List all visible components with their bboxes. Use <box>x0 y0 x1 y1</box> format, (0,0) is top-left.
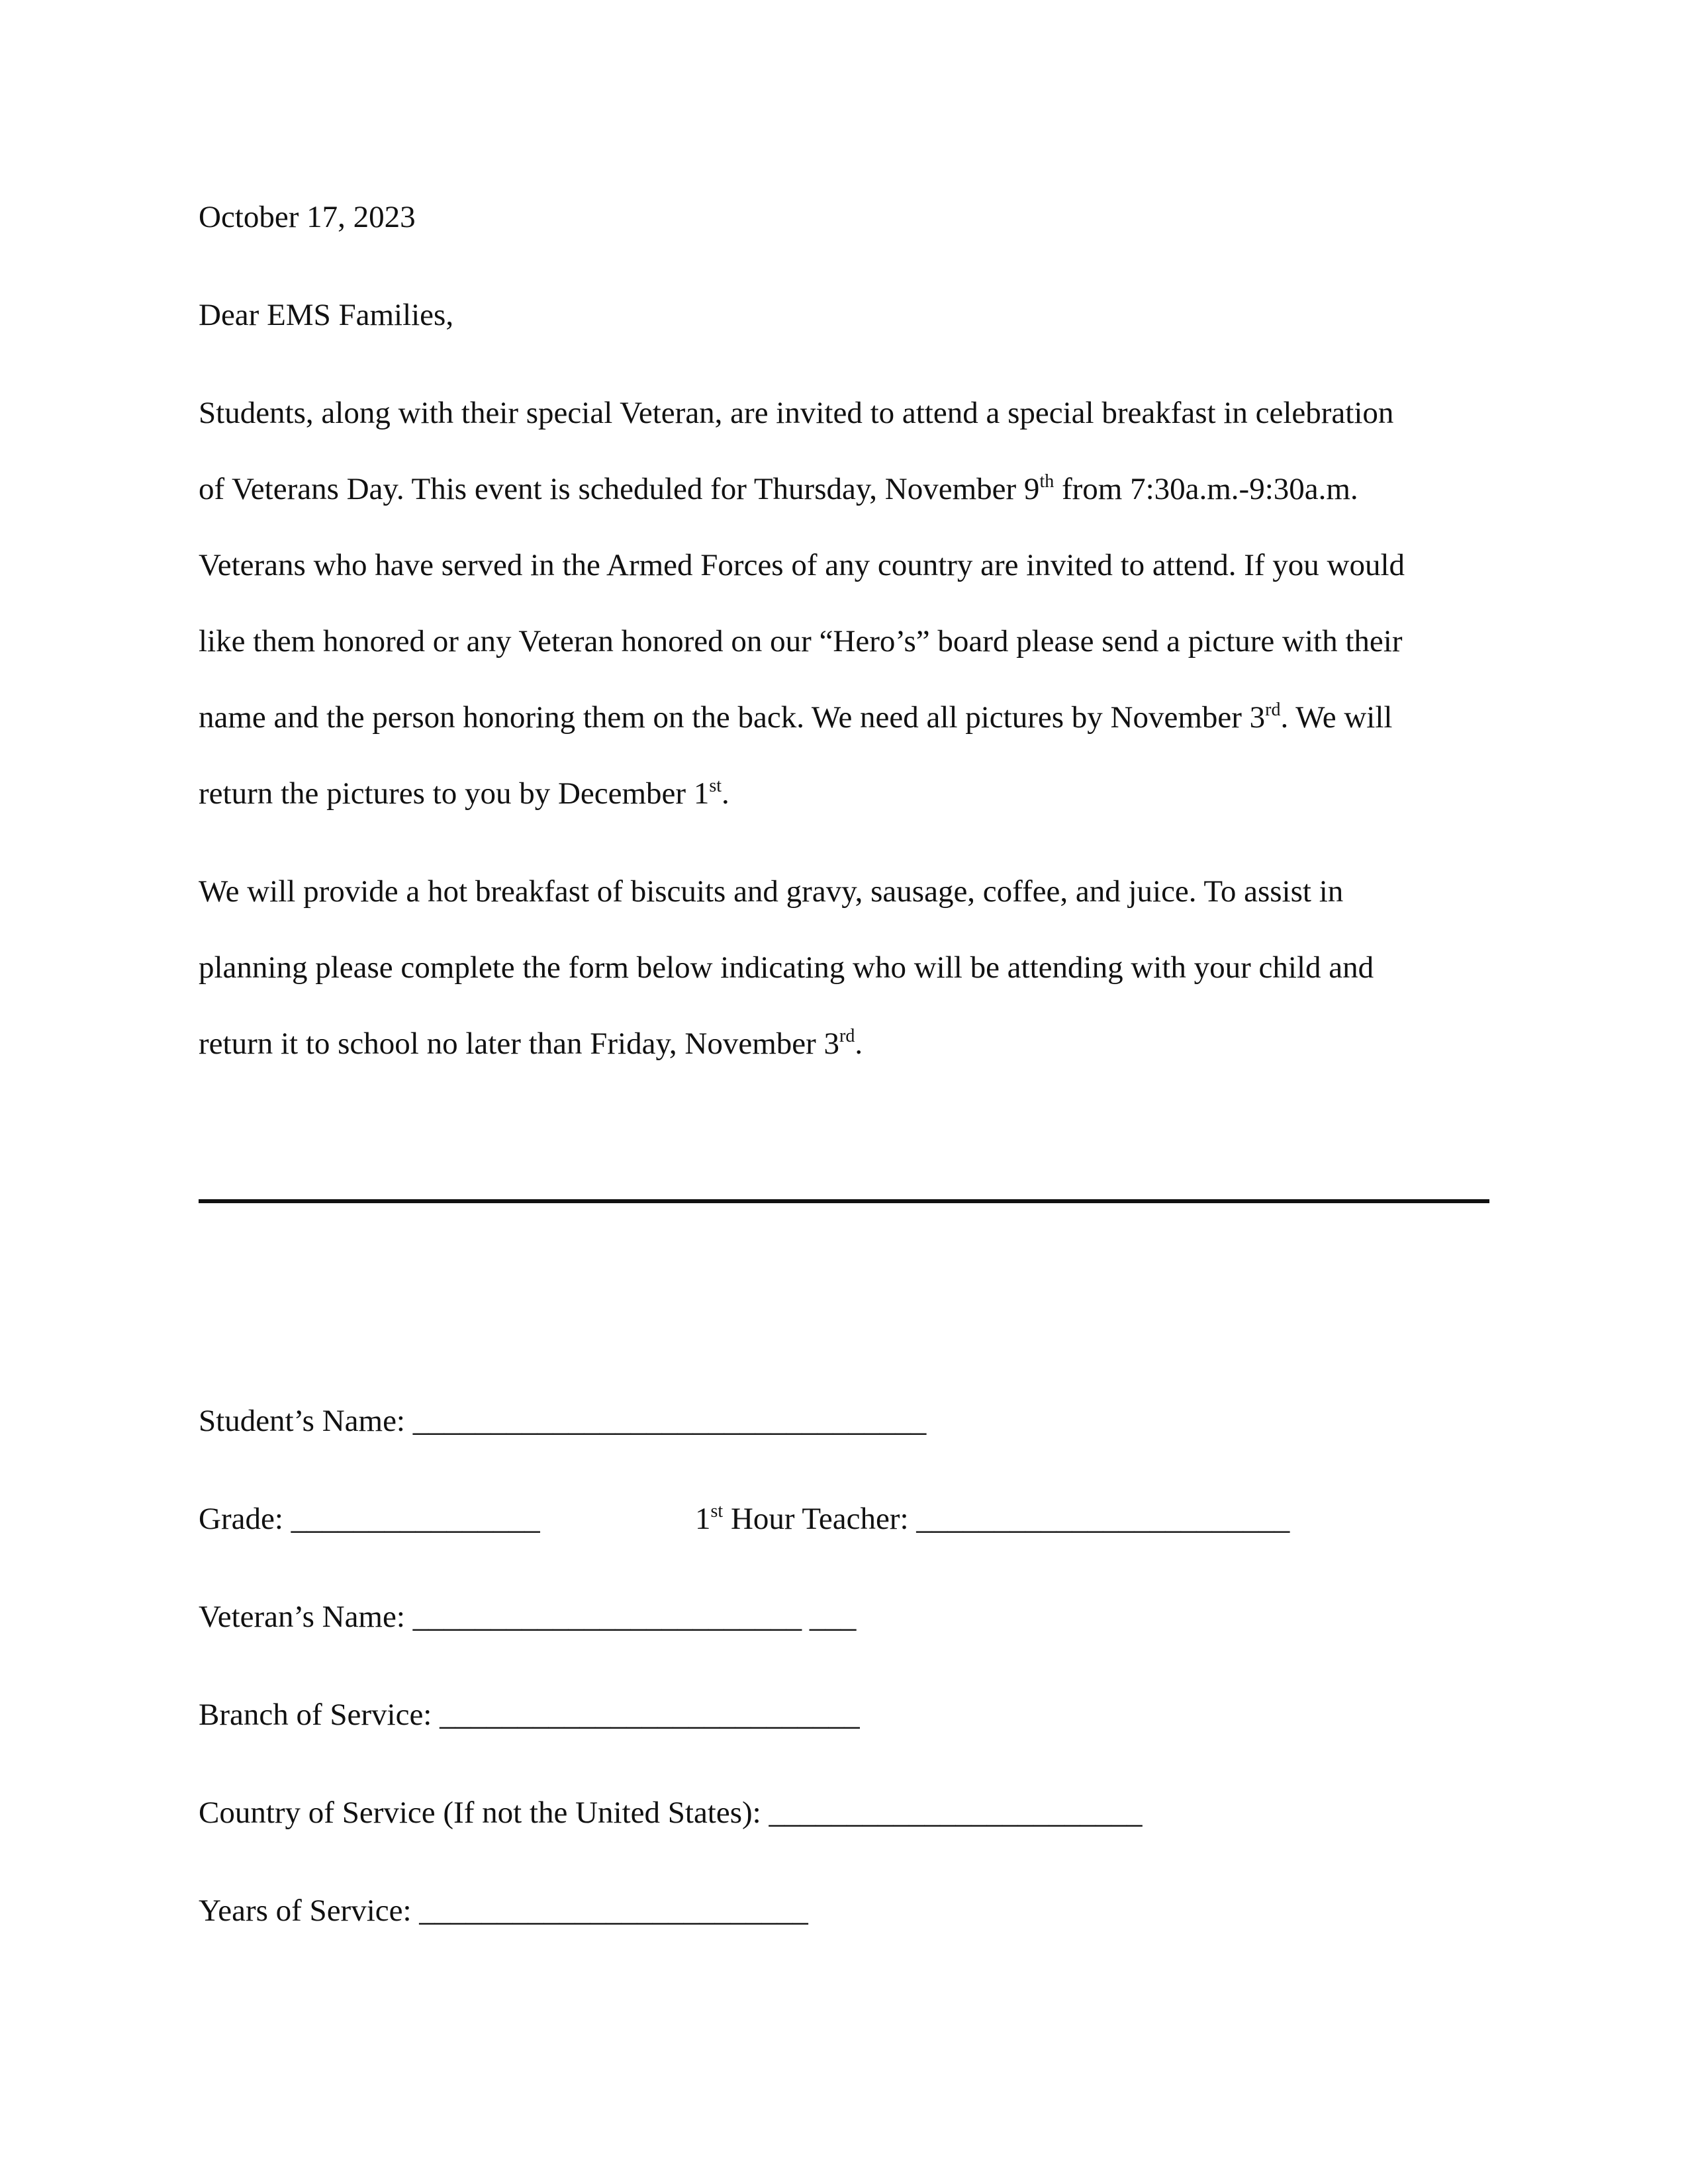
text-segment: from 7:30a.m.-9:30a.m. <box>1054 472 1358 506</box>
text-segment: . <box>722 776 729 811</box>
paragraph1-line3: Veterans who have served in the Armed Forces of any country are invited to attend. If you would <box>199 548 1405 582</box>
cut-line-divider <box>199 1199 1489 1203</box>
letter-date: October 17, 2023 <box>199 200 416 234</box>
text-segment: of Veterans Day. This event is scheduled for Thursday, November 9 <box>199 472 1040 506</box>
text-segment: return the pictures to you by December 1 <box>199 776 710 811</box>
paragraph1-line1: Students, along with their special Veteran, are invited to attend a special breakfast in celebration <box>199 396 1394 430</box>
years-of-service-field[interactable]: Years of Service: _________________________ <box>199 1893 808 1928</box>
ordinal-suffix: st <box>709 776 722 796</box>
paragraph1-line6 <box>199 774 729 813</box>
paragraph1-line4: like them honored or any Veteran honored on our “Hero’s” board please send a picture with their <box>199 624 1403 659</box>
text-segment: . <box>855 1026 863 1061</box>
veteran-name-field[interactable]: Veteran’s Name: _________________________ ___ <box>199 1600 857 1634</box>
branch-of-service-field[interactable]: Branch of Service: ___________________________ <box>199 1698 860 1732</box>
text-segment: return it to school no later than Friday, November 3 <box>199 1026 840 1061</box>
text-segment: Hour Teacher: ________________________ <box>723 1502 1290 1536</box>
paragraph1-line2 <box>199 469 1358 509</box>
first-hour-teacher-field[interactable] <box>695 1499 1289 1539</box>
ordinal-suffix: rd <box>839 1026 855 1046</box>
salutation: Dear EMS Families, <box>199 298 454 332</box>
paragraph2-line1: We will provide a hot breakfast of biscuits and gravy, sausage, coffee, and juice. To assist in <box>199 874 1344 909</box>
student-name-field[interactable]: Student’s Name: _________________________________ <box>199 1404 927 1438</box>
paragraph2-line2: planning please complete the form below indicating who will be attending with your child and <box>199 950 1374 985</box>
ordinal-suffix: rd <box>1265 700 1281 720</box>
paragraph2-line3 <box>199 1024 863 1064</box>
ordinal-suffix: st <box>710 1501 724 1522</box>
paragraph1-line5 <box>199 698 1392 737</box>
ordinal-suffix: th <box>1039 471 1055 492</box>
text-segment: . We will <box>1280 700 1393 735</box>
grade-field[interactable]: Grade: ________________ <box>199 1502 540 1536</box>
text-segment: 1 <box>695 1502 711 1536</box>
text-segment: name and the person honoring them on the back. We need all pictures by November 3 <box>199 700 1266 735</box>
country-of-service-field[interactable]: Country of Service (If not the United States): ________________________ <box>199 1796 1143 1830</box>
